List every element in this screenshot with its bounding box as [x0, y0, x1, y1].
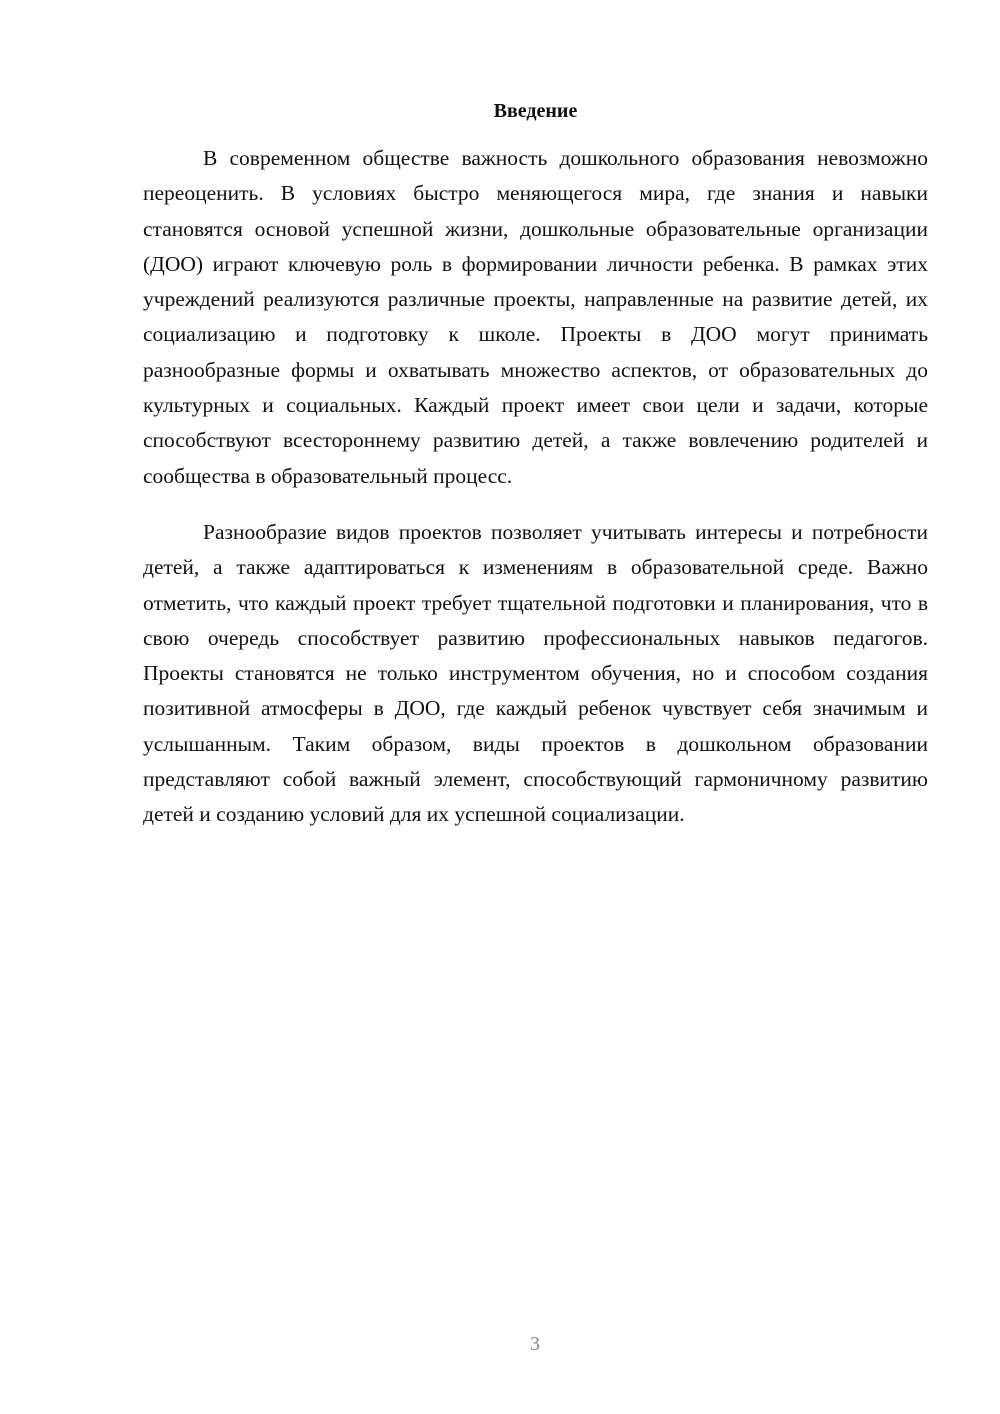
document-body — [143, 95, 928, 833]
page-number: 3 — [530, 1333, 540, 1355]
paragraph-2: Разнообразие видов проектов позволяет учитывать интересы и потребности детей, а также адаптироваться к изменениям в образовательной среде. Важно отметить, что каждый проект требует тщательной подготовки и планирования, что в свою очередь способствует развитию профессиональных навыков педагогов. Проекты становятся не только инструментом обучения, но и способом создания позитивной атмосферы в ДОО, где каждый ребенок чувствует себя значимым и услышанным. Таким образом, виды проектов в дошкольном образовании представляют собой важный элемент, способствующий гармоничному развитию детей и созданию условий для их успешной социализации. — [143, 519, 928, 827]
paragraph-1: В современном обществе важность дошкольного образования невозможно переоценить. В условиях быстро меняющегося мира, где знания и навыки становятся основой успешной жизни, дошкольные образовательные организации (ДОО) играют ключевую роль в формировании личности ребенка. В рамках этих учреждений реализуются различные проекты, направленные на развитие детей, их социализацию и подготовку к школе. Проекты в ДОО могут принимать разнообразные формы и охватывать множество аспектов, от образовательных до культурных и социальных. Каждый проект имеет свои цели и задачи, которые способствуют всестороннему развитию детей, а также вовлечению родителей и сообщества в образовательный процесс. — [143, 146, 928, 488]
section-title: Введение — [493, 100, 578, 122]
